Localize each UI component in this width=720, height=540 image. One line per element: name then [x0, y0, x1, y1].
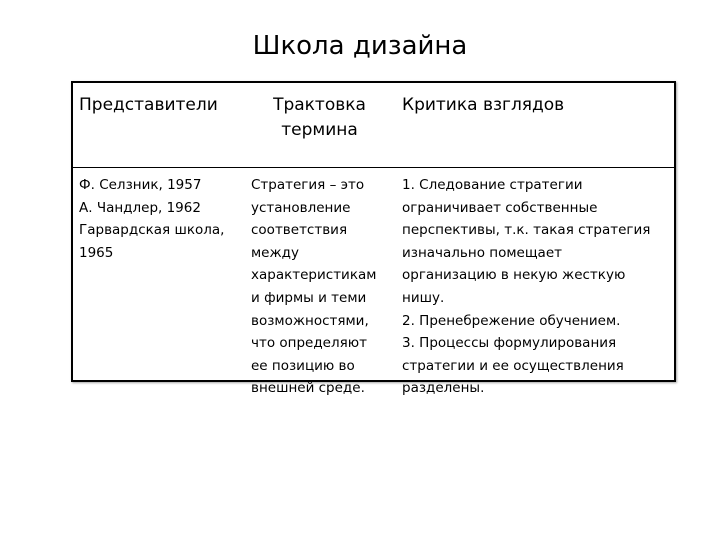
critique-line: ограничивает собственные [402, 199, 598, 216]
interpretation-line: соответствия [251, 222, 348, 239]
cell-interpretation [245, 168, 394, 400]
interpretation-line: характеристикам [251, 267, 377, 284]
header-representatives [73, 83, 245, 168]
critique-line: 3. Процессы формулирования [402, 335, 617, 352]
cell-critique [394, 168, 674, 400]
critique-line: 1. Следование стратегии [402, 177, 583, 193]
interpretation-line: внешней среде. [251, 380, 365, 397]
representatives-line: Ф. Селзник, 1957 [79, 177, 202, 193]
representatives-line: Гарвардская школа, [79, 222, 225, 239]
interpretation-line: возможностями, [251, 312, 369, 329]
cell-representatives [73, 168, 245, 400]
header-interpretation-line-1: Трактовка [273, 95, 366, 115]
header-interpretation-line-2: термина [281, 120, 358, 140]
comparison-table [73, 83, 674, 400]
header-critique-label: Критика взглядов [402, 95, 565, 115]
table-header-row [73, 83, 674, 168]
critique-line: разделены. [402, 380, 485, 397]
school-table [71, 81, 676, 397]
interpretation-line: что определяют [251, 335, 367, 352]
interpretation-line: и фирмы и теми [251, 289, 367, 306]
representatives-line: 1965 [79, 244, 114, 261]
interpretation-line: между [251, 244, 299, 261]
critique-line: изначально помещает [402, 244, 562, 261]
header-interpretation [245, 83, 394, 168]
interpretation-line: Стратегия – это [251, 177, 365, 193]
critique-line: перспективы, т.к. такая стратегия [402, 222, 651, 239]
table-row [73, 168, 674, 400]
critique-line: 2. Пренебрежение обучением. [402, 312, 621, 329]
interpretation-line: установление [251, 199, 351, 216]
critique-line: организацию в некую жесткую [402, 267, 626, 284]
critique-line: нишу. [402, 289, 445, 306]
critique-line: стратегии и ее осуществления [402, 357, 624, 374]
representatives-line: А. Чандлер, 1962 [79, 199, 201, 216]
interpretation-line: ее позицию во [251, 357, 355, 374]
header-critique [394, 83, 674, 168]
header-representatives-label: Представители [79, 95, 218, 115]
slide-title: Школа дизайна [252, 31, 468, 61]
